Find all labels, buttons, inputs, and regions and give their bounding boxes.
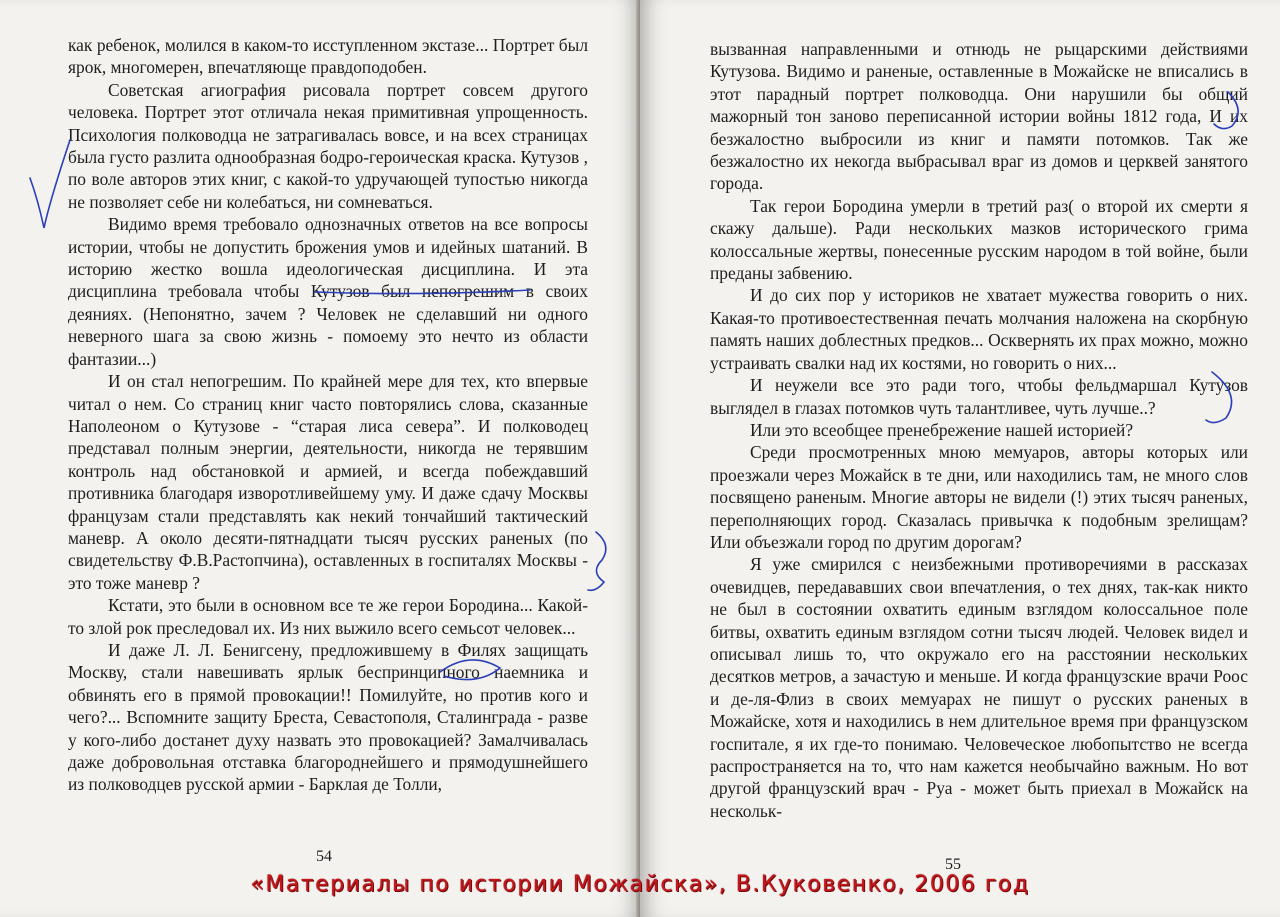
paragraph: И неужели все это ради того, чтобы фельдмаршал Кутузов выглядел в глазах потомков чуть талантливее, чуть лучше..? <box>710 375 1248 418</box>
paragraph: Среди просмотренных мною мемуаров, авторы которых или проезжали через Можайск в те дни, или находились там, не много слов посвящено раненым. Многие авторы не видели (!) этих тысяч раненых, переполняющих город. Сказалась привычка к подобным зрелищам? Или объезжали город по другим дорогам? <box>710 442 1248 552</box>
paragraph: И до сих пор у историков не хватает мужества говорить о них. Какая-то противоестественная печать молчания наложена на скорбную память наших доблестных предков... Осквернять их прах можно, можно устраивать свалки над их костями, но говорить о них... <box>710 285 1248 373</box>
paragraph: И даже Л. Л. Бенигсену, предложившему в Филях защищать Москву, стали навешивать ярлык беспринципного наемника и обвинять его в прямой провокации!! Помилуйте, но против кого и чего?... Вспомните защиту Бреста, Севастополя, Сталинграда - разве у кого-либо достанет духу назвать это провокацией? Замалчивалась даже добровольная отставка благороднейшего и прямодушнейшего из полководцев русской армии - Барклая де Толли, <box>68 639 588 795</box>
page-number-right: 55 <box>945 856 961 873</box>
page-number-left: 54 <box>316 848 332 865</box>
footer-caption: «Материалы по истории Можайска», В.Куковенко, 2006 год <box>250 872 1030 897</box>
left-page-text <box>68 34 588 796</box>
paragraph: вызванная направленными и отнюдь не рыцарскими действиями Кутузова. Видимо и раненые, оставленные в Можайске не вписались в этот парадный портрет полководца. Они нарушили бы общий мажорный тон заново переписанной истории войны 1812 года, И их безжалостно выбросили из книг и памяти потомков. Так же безжалостно их некогда выбрасывал враг из домов и церквей занятого города. <box>710 39 1248 194</box>
paragraph: как ребенок, молился в каком-то исступленном экстазе... Портрет был ярок, многомерен, впечатляюще правдоподобен. <box>68 35 588 78</box>
paragraph: Советская агиография рисовала портрет совсем другого человека. Портрет этот отличала некая примитивная упрощенность. Психология полководца не затрагивалась вовсе, и на всех страницах была густо разлита однообразная бодро-героическая краска. Кутузов , по воле авторов этих книг, с какой-то удручающей тупостью никогда не позволяет себе ни колебаться, ни сомневаться. <box>68 79 588 212</box>
paragraph: Видимо время требовало однозначных ответов на все вопросы истории, чтобы не допустить брожения умов и идейных шатаний. В историю жестко вошла идеологическая дисциплина. И эта дисциплина требовала чтобы Кутузов был непогрешим в своих деяниях. (Непонятно, зачем ? Человек не сделавший ни одного неверного шага за свою жизнь - помоему это нечто из области фантазии...) <box>68 214 588 369</box>
right-page <box>640 0 1280 917</box>
paragraph: Или это всеобщее пренебрежение нашей историей? <box>750 419 1134 440</box>
paragraph: Я уже смирился с неизбежными противоречиями в рассказах очевидцев, передававших свои впечатления, о тех днях, так-как никто не был в состоянии охватить единым взглядом колоссальное поле битвы, охватить единым взглядом сотни тысяч людей. Человек видел и описывал лишь то, что окружало его на расстоянии нескольких десятков метров, а зачастую и меньше. И когда французские врачи Роос и де-ля-Флиз в своих мемуарах не пишут о русских раненых в Можайске, хотя и находились в нем длительное время при французском госпитале, я их где-то понимаю. Человеческое любопытство не всегда распространяется на то, что нам кажется необычайно важным. Но вот другой французский врач - Руа - может быть приехал в Можайск на нескольк- <box>710 554 1248 821</box>
right-page-text <box>710 38 1248 822</box>
paragraph: Кстати, это были в основном все те же герои Бородина... Какой-то злой рок преследовал их. Из них выжило всего семьсот человек... <box>68 595 588 638</box>
paragraph: Так герои Бородина умерли в третий раз( о второй их смерти я скажу дальше). Ради нескольких мазков исторического грима колоссальные жертвы, понесенные русским народом в той войне, были преданы забвению. <box>710 195 1248 284</box>
paragraph: И он стал непогрешим. По крайней мере для тех, кто впервые читал о нем. Со страниц книг часто повторялись слова, сказанные Наполеоном о Кутузове - “старая лиса севера”. И полководец представал полным энергии, деятельности, никогда не терявшим контроль над обстановкой и армией, и всегда побеждавший противника благодаря изворотливейшему уму. И даже сдачу Москвы французам стали представлять как некий тончайший тактический маневр. А около десяти-пятнадцати тысяч русских раненых (по свидетельству Ф.В.Растопчина), оставленных в госпиталях Москвы - это тоже маневр ? <box>68 371 588 593</box>
